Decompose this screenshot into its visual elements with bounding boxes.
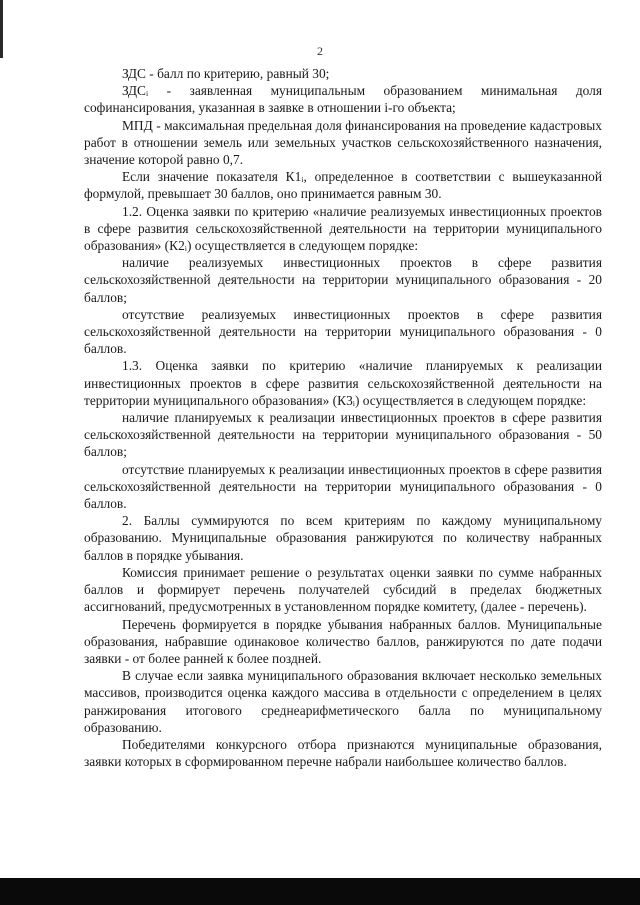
paragraph-section-2: 2. Баллы суммируются по всем критериям по каждому муниципальному образованию. Муниципальные образования ранжируются по количеству набранных баллов в порядке убывания. <box>84 513 602 563</box>
paragraph-k3-present: наличие планируемых к реализации инвестиционных проектов в сфере развития сельскохозяйственной деятельности на территории муниципального образования - 50 баллов; <box>84 410 602 460</box>
paragraph-criterion-1-2: 1.2. Оценка заявки по критерию «наличие реализуемых инвестиционных проектов в сфере развития сельскохозяйственной деятельности на территории муниципального образования» (К2ᵢ) осуществляется в следующем порядке: <box>84 203 602 254</box>
paragraph-list-ordering: Перечень формируется в порядке убывания набранных баллов. Муниципальные образования, набравшие одинаковое количество баллов, ранжируются по дате подачи заявки - от более ранней к более поздней. <box>84 616 602 666</box>
paragraph-k3-absent: отсутствие планируемых к реализации инвестиционных проектов в сфере развития сельскохозяйственной деятельности на территории муниципального образования - 0 баллов. <box>84 461 602 512</box>
paragraph-k2-present: наличие реализуемых инвестиционных проектов в сфере развития сельскохозяйственной деятельности на территории муниципального образования - 20 баллов; <box>84 255 602 305</box>
paragraph-winners: Победителями конкурсного отбора признаются муниципальные образования, заявки которых в сформированном перечне набрали наибольшее количество баллов. <box>84 736 602 770</box>
document-body <box>84 65 602 770</box>
paragraph-k2-absent: отсутствие реализуемых инвестиционных проектов в сфере развития сельскохозяйственной деятельности на территории муниципального образования - 0 баллов. <box>84 306 602 357</box>
paragraph-mpd-definition: МПД - максимальная предельная доля финансирования на проведение кадастровых работ в отношении земель или земельных участков сельскохозяйственного назначения, значение которой равно 0,7. <box>84 117 602 168</box>
paragraph-commission-decision: Комиссия принимает решение о результатах оценки заявки по сумме набранных баллов и формирует перечень получателей субсидий в пределах бюджетных ассигнований, предусмотренных в установленном порядке комитету, (далее - перечень). <box>84 564 602 615</box>
paragraph-zds-definition: ЗДС - балл по критерию, равный 30; <box>122 66 330 81</box>
paragraph-k1-limit: Если значение показателя К1ᵢ, определенное в соответствии с вышеуказанной формулой, превышает 30 баллов, оно принимается равным 30. <box>84 169 602 202</box>
scan-bottom-edge <box>0 878 640 905</box>
paragraph-multiple-plots: В случае если заявка муниципального образования включает несколько земельных массивов, производится оценка каждого массива в отдельности с определением в целях ранжирования итогового среднеарифметического балла по муниципальному образованию. <box>84 668 602 735</box>
paragraph-criterion-1-3: 1.3. Оценка заявки по критерию «наличие планируемых к реализации инвестиционных проектов в сфере развития сельскохозяйственной деятельности на территории муниципального образования» (К3ᵢ) осуществляется в следующем порядке: <box>84 358 602 408</box>
page-number: 2 <box>317 44 323 58</box>
paragraph-zdsi-definition: ЗДСᵢ - заявленная муниципальным образованием минимальная доля софинансирования, указанная в заявке в отношении i-го объекта; <box>84 83 602 116</box>
